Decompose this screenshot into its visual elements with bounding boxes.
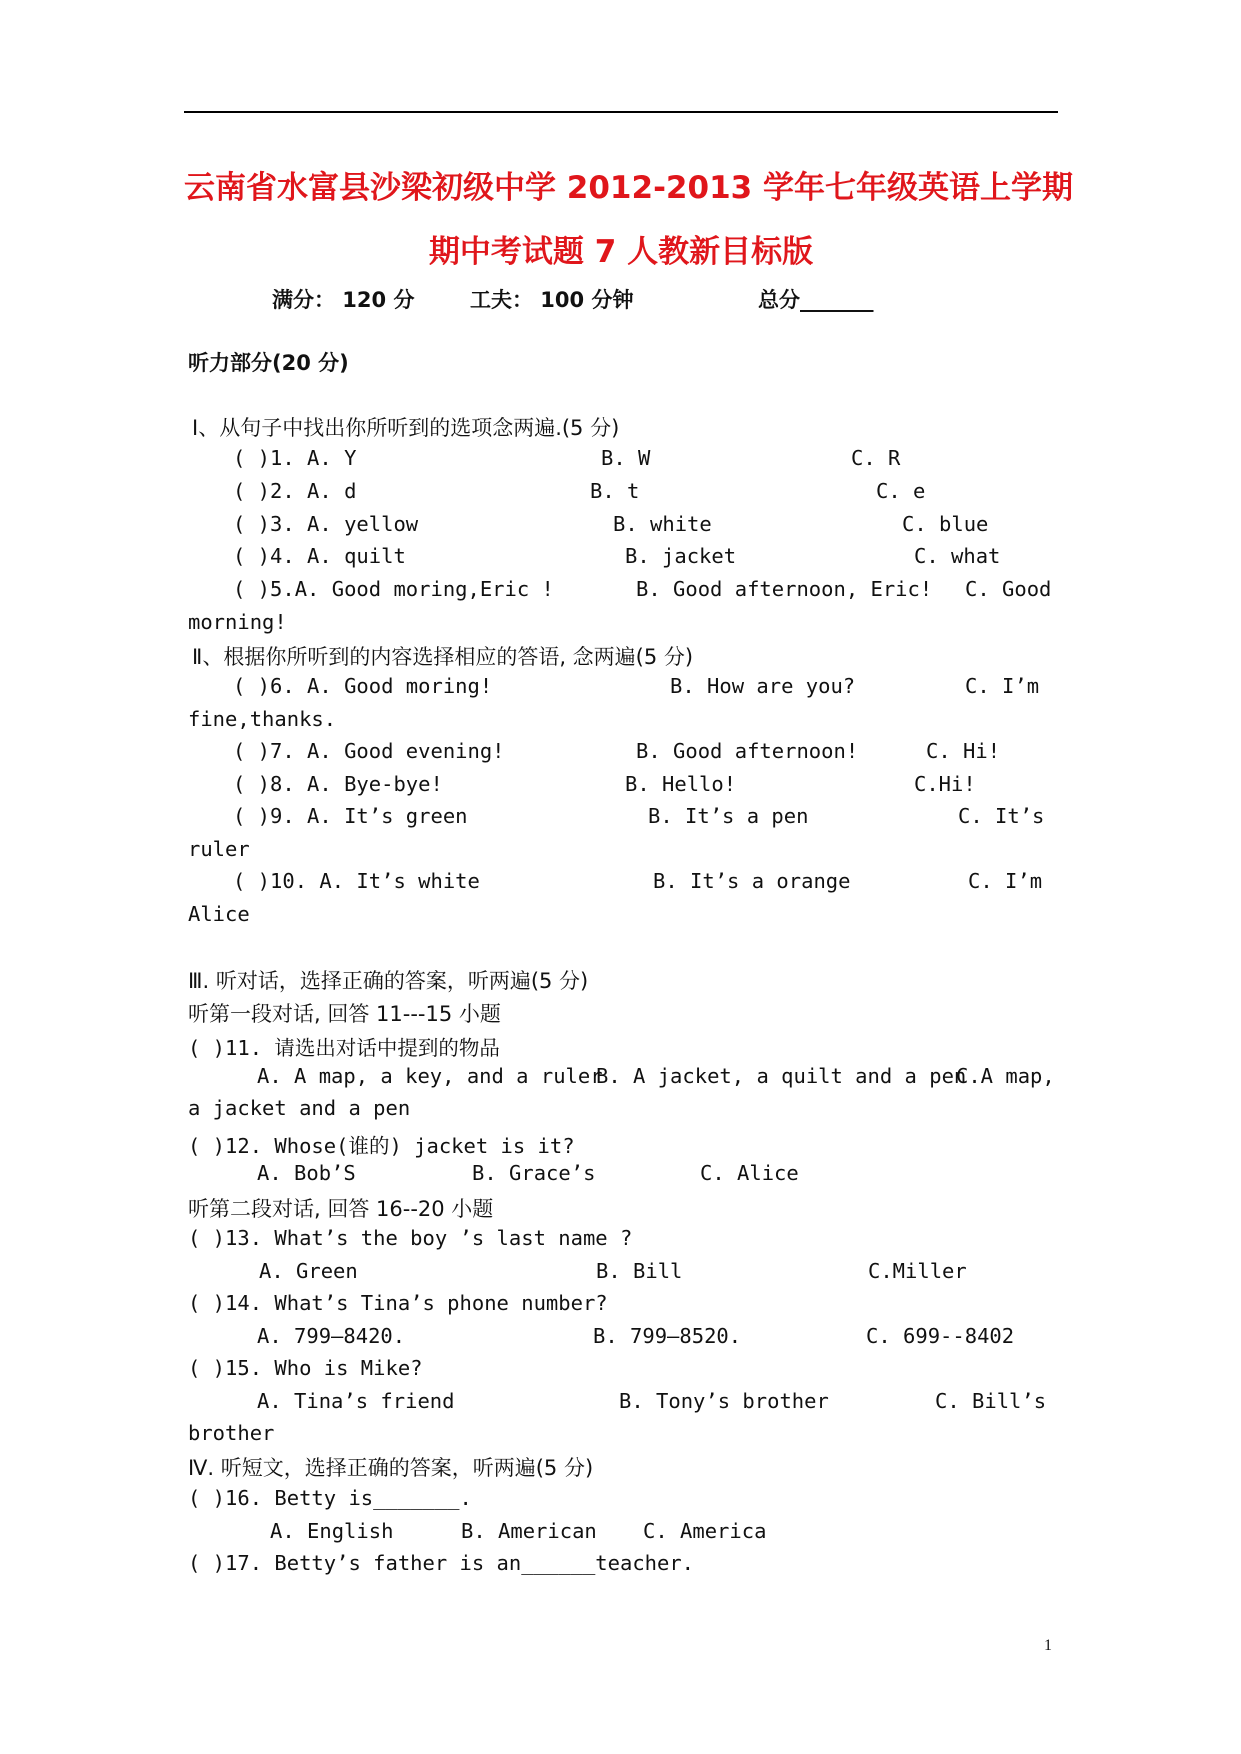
q15-option-b: B. Tony’s brother — [619, 1389, 829, 1413]
q15-stem: ( )15. Who is Mike? — [188, 1356, 423, 1380]
q6-option-b: B. How are you? — [670, 674, 856, 698]
dialogue-1-note: 听第一段对话, 回答 11---15 小题 — [188, 1002, 501, 1026]
q9-continuation: ruler — [188, 837, 250, 861]
q15-option-a: A. Tina’s friend — [257, 1389, 455, 1413]
q16-stem: ( )16. Betty is_______. — [188, 1486, 472, 1510]
score-line — [0, 284, 1241, 314]
section-4-title: Ⅳ. 听短文，选择正确的答案，听两遍(5 分) — [188, 1456, 594, 1480]
q6-option-c: C. I’m — [965, 674, 1040, 698]
top-rule — [184, 111, 1058, 113]
q10-continuation: Alice — [188, 902, 250, 926]
dialogue-2-note: 听第二段对话, 回答 16--20 小题 — [188, 1197, 494, 1221]
q4-stem: ( )4. A. quilt — [233, 544, 406, 568]
section-3-title: Ⅲ. 听对话，选择正确的答案，听两遍(5 分) — [188, 969, 589, 993]
q12-stem: ( )12. Whose(谁的) jacket is it? — [188, 1134, 575, 1158]
q11-option-a: A. A map, a key, and a ruler — [257, 1064, 603, 1088]
full-score: 满分： 120 分 — [272, 288, 415, 312]
q10-option-b: B. It’s a orange — [653, 869, 851, 893]
q3-option-c: C. blue — [902, 512, 989, 536]
q6-continuation: fine,thanks. — [188, 707, 337, 731]
q10-option-c: C. I’m — [968, 869, 1043, 893]
q14-option-c: C. 699--8402 — [866, 1324, 1015, 1348]
q11-option-c: C.A map, — [956, 1064, 1055, 1088]
q12-option-c: C. Alice — [700, 1161, 799, 1185]
q5-stem: ( )5.A. Good moring,Eric ! — [233, 577, 554, 601]
time-limit: 工夫： 100 分钟 — [470, 288, 634, 312]
q5-option-b: B. Good afternoon, Eric! — [636, 577, 933, 601]
listening-heading: 听力部分(20 分) — [188, 351, 349, 375]
q2-stem: ( )2. A. d — [233, 479, 357, 503]
q4-option-c: C. what — [914, 544, 1001, 568]
q14-option-b: B. 799—8520. — [593, 1324, 742, 1348]
title-line-1: 云南省水富县沙梁初级中学 2012-2013 学年七年级英语上学期 — [184, 170, 1074, 206]
q3-stem: ( )3. A. yellow — [233, 512, 419, 536]
q11-option-b: B. A jacket, a quilt and a pen — [596, 1064, 967, 1088]
section-2-title: Ⅱ、根据你所听到的内容选择相应的答语, 念两遍(5 分) — [192, 645, 694, 669]
q9-option-b: B. It’s a pen — [648, 804, 809, 828]
q5-continuation: morning! — [188, 610, 287, 634]
q8-stem: ( )8. A. Bye-bye! — [233, 772, 443, 796]
q14-stem: ( )14. What’s Tina’s phone number? — [188, 1291, 608, 1315]
q17-stem: ( )17. Betty’s father is an______teacher. — [188, 1551, 695, 1575]
q7-option-c: C. Hi! — [926, 739, 1001, 763]
q13-option-b: B. Bill — [596, 1259, 683, 1283]
q8-option-b: B. Hello! — [625, 772, 737, 796]
q15-continuation: brother — [188, 1421, 275, 1445]
q7-stem: ( )7. A. Good evening! — [233, 739, 505, 763]
title-line-2: 期中考试题 7 人教新目标版 — [428, 234, 814, 270]
q14-option-a: A. 799—8420. — [257, 1324, 406, 1348]
q13-option-a: A. Green — [259, 1259, 358, 1283]
q2-option-c: C. e — [876, 479, 926, 503]
page-number: 1 — [1044, 1637, 1052, 1654]
q4-option-b: B. jacket — [625, 544, 737, 568]
q12-option-b: B. Grace’s — [472, 1161, 596, 1185]
q11-continuation: a jacket and a pen — [188, 1096, 411, 1120]
q13-stem: ( )13. What’s the boy ’s last name ? — [188, 1226, 633, 1250]
q6-stem: ( )6. A. Good moring! — [233, 674, 493, 698]
q8-option-c: C.Hi! — [914, 772, 976, 796]
q9-stem: ( )9. A. It’s green — [233, 804, 468, 828]
q12-option-a: A. Bob’S — [257, 1161, 356, 1185]
q16-option-b: B. American — [461, 1519, 597, 1543]
section-1-title: Ⅰ、从句子中找出你所听到的选项念两遍.(5 分) — [192, 416, 620, 440]
q2-option-b: B. t — [590, 479, 640, 503]
total-score: 总分_______ — [758, 288, 874, 312]
q9-option-c: C. It’s — [958, 804, 1045, 828]
q10-stem: ( )10. A. It’s white — [233, 869, 480, 893]
q1-option-c: C. R — [851, 446, 901, 470]
q5-option-c: C. Good — [965, 577, 1052, 601]
q13-option-c: C.Miller — [868, 1259, 967, 1283]
q1-stem: ( )1. A. Y — [233, 446, 357, 470]
q15-option-c: C. Bill’s — [935, 1389, 1047, 1413]
q1-option-b: B. W — [601, 446, 651, 470]
q16-option-c: C. America — [643, 1519, 767, 1543]
q16-option-a: A. English — [270, 1519, 394, 1543]
q3-option-b: B. white — [613, 512, 712, 536]
q11-stem: ( )11. 请选出对话中提到的物品 — [188, 1036, 500, 1060]
q7-option-b: B. Good afternoon! — [636, 739, 859, 763]
